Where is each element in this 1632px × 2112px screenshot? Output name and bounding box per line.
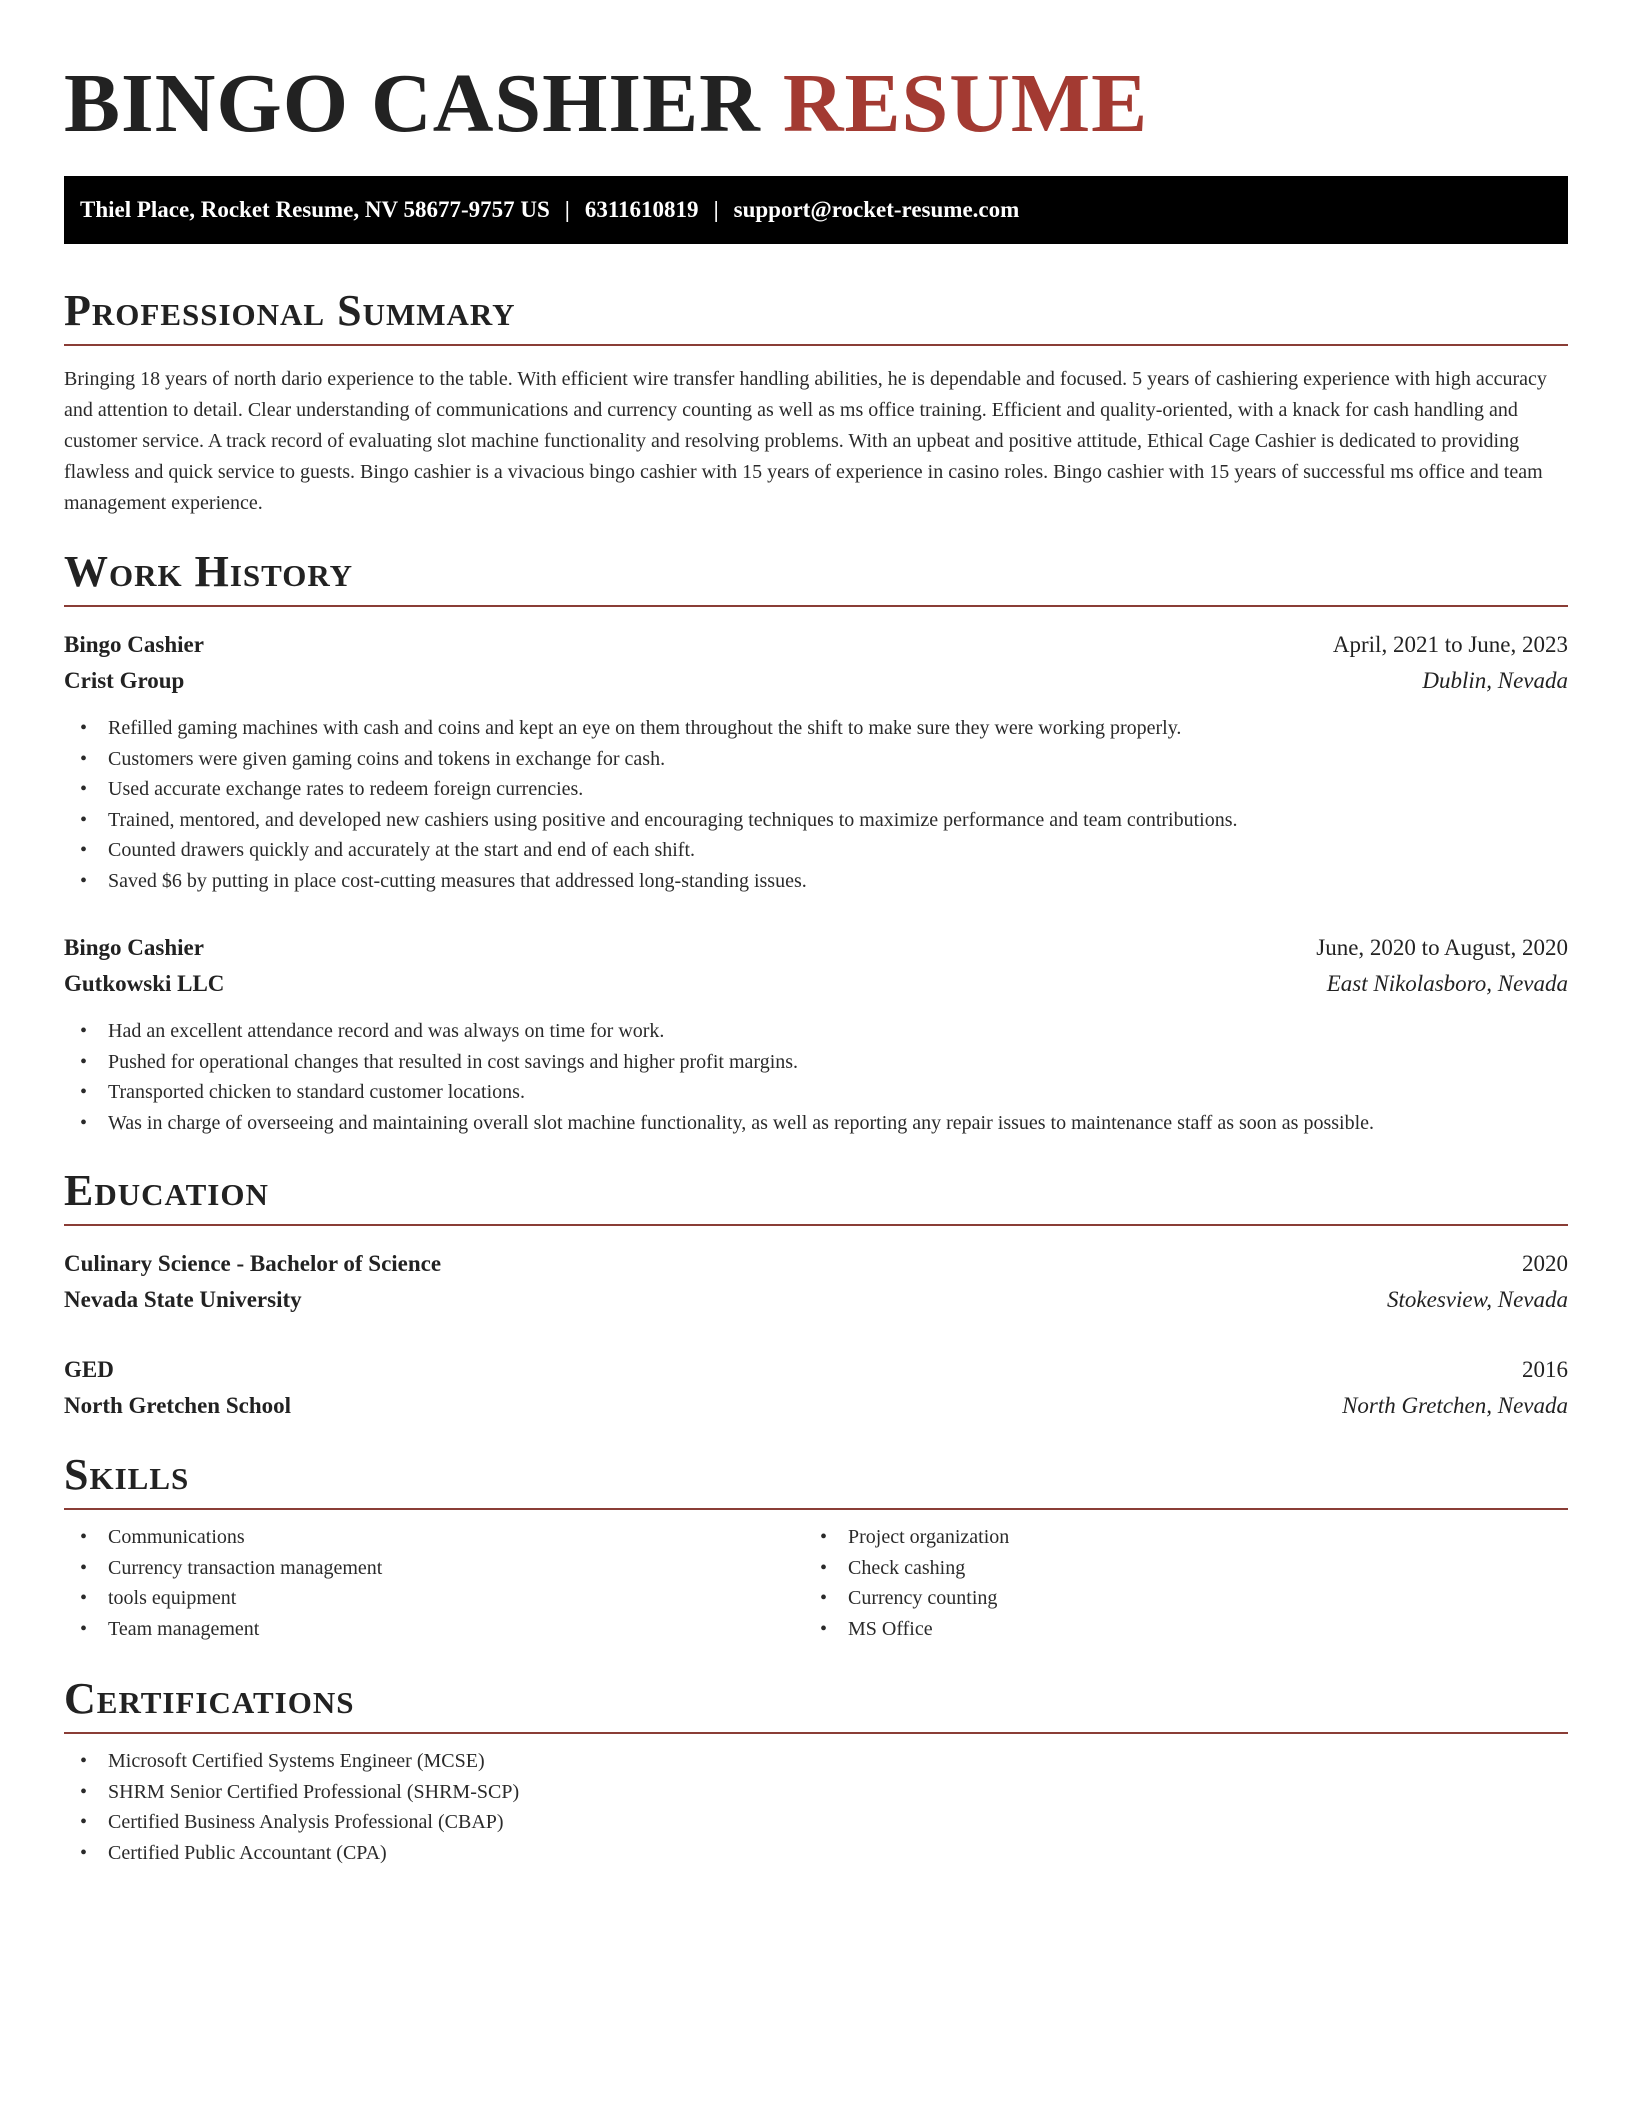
resume-title	[64, 0, 1568, 152]
list-item-text: Pushed for operational changes that resulted in cost savings and higher profit margins.	[108, 1050, 799, 1073]
job-dates: June, 2020 to August, 2020	[1316, 935, 1568, 960]
bullet-icon: •	[820, 1526, 828, 1548]
bullet-icon: •	[820, 1556, 828, 1579]
list-item	[64, 1553, 804, 1584]
section-title-skills: Skills	[64, 1450, 190, 1499]
list-item	[804, 1553, 1544, 1584]
list-item	[64, 1047, 1568, 1078]
bullet-icon: •	[80, 1020, 88, 1042]
certifications-list	[64, 1746, 1568, 1868]
bullet-icon: •	[80, 747, 88, 770]
list-item-text: Refilled gaming machines with cash and coins and kept an eye on them throughout the shift to make sure they were working properly.	[108, 717, 1182, 739]
certification-text: Certified Business Analysis Professional (CBAP)	[108, 1811, 504, 1833]
list-item	[64, 805, 1568, 836]
job-location: East Nikolasboro, Nevada	[1326, 971, 1568, 996]
skills-list-left	[64, 1522, 804, 1644]
skills-list-right	[804, 1522, 1544, 1644]
list-item	[64, 835, 1568, 866]
education-section	[64, 1166, 1568, 1424]
list-item	[64, 1522, 804, 1553]
list-item	[64, 744, 1568, 775]
resume-title-main: BINGO CASHIER	[64, 57, 761, 150]
contact-address: Thiel Place, Rocket Resume, NV 58677-9757 US	[80, 197, 550, 222]
list-item	[64, 774, 1568, 805]
professional-summary-section	[64, 286, 1568, 519]
certification-text: SHRM Senior Certified Professional (SHRM-SCP)	[108, 1780, 520, 1803]
list-item-text: Used accurate exchange rates to redeem foreign currencies.	[108, 778, 584, 800]
bullet-icon: •	[80, 1841, 88, 1864]
contact-separator: |	[564, 197, 570, 222]
list-item-text: Transported chicken to standard customer locations.	[108, 1081, 525, 1103]
list-item	[64, 1746, 1568, 1777]
job-title: Bingo Cashier	[64, 632, 204, 657]
summary-text: Bringing 18 years of north dario experience to the table. With efficient wire transfer handling abilities, he is dependable and focused. 5 years of cashiering experience with high accuracy and attention to detail. Clear understanding of communications and currency counting as well as ms office training. Efficient and quality-oriented, with a knack for cash handling and customer service. A track record of evaluating slot machine functionality and resolving problems. With an upbeat and positive attitude, Ethical Cage Cashier is dedicated to providing flawless and quick service to guests. Bingo cashier is a vivacious bingo cashier with 15 years of experience in casino roles. Bingo cashier with 15 years of successful ms office and team management experience.	[64, 368, 1547, 514]
job-dates: April, 2021 to June, 2023	[1332, 632, 1568, 657]
bullet-icon: •	[80, 1081, 88, 1103]
section-divider	[64, 1732, 1568, 1734]
skill-text: Currency counting	[848, 1587, 998, 1609]
skill-text: Team management	[108, 1617, 260, 1640]
job-title: Bingo Cashier	[64, 935, 204, 960]
section-divider	[64, 1224, 1568, 1226]
bullet-icon: •	[80, 1526, 88, 1548]
bullet-icon: •	[80, 839, 88, 861]
job-location: Dublin, Nevada	[1422, 668, 1568, 693]
work-history-section	[64, 547, 1568, 1138]
list-item	[64, 1807, 1568, 1838]
list-item	[64, 1016, 1568, 1047]
contact-phone: 6311610819	[584, 197, 699, 222]
job-entry	[64, 930, 1568, 1138]
skill-text: Project organization	[848, 1526, 1010, 1548]
education-degree: Culinary Science - Bachelor of Science	[64, 1251, 442, 1276]
job-company: Gutkowski LLC	[64, 971, 225, 996]
list-item-text: Counted drawers quickly and accurately at the start and end of each shift.	[108, 839, 696, 861]
bullet-icon: •	[80, 1111, 88, 1134]
resume-title-accent: RESUME	[782, 57, 1149, 150]
certifications-section	[64, 1674, 1568, 1868]
bullet-icon: •	[80, 869, 88, 892]
education-year: 2016	[1522, 1357, 1568, 1382]
list-item-text: Customers were given gaming coins and tokens in exchange for cash.	[108, 747, 666, 770]
list-item	[64, 1614, 804, 1645]
bullet-icon: •	[80, 1556, 88, 1579]
section-title-education: Education	[64, 1166, 269, 1215]
list-item	[804, 1522, 1544, 1553]
section-title-summary: Professional Summary	[64, 286, 516, 335]
contact-email: support@rocket-resume.com	[733, 197, 1020, 222]
section-title-work-history: Work History	[64, 547, 354, 596]
bullet-icon: •	[80, 778, 88, 800]
section-title-certifications: Certifications	[64, 1674, 355, 1723]
list-item	[64, 866, 1568, 897]
skills-section	[64, 1450, 1568, 1644]
section-divider	[64, 605, 1568, 607]
bullet-icon: •	[80, 808, 88, 831]
section-divider	[64, 344, 1568, 346]
list-item-text: Trained, mentored, and developed new cashiers using positive and encouraging techniques to maximize performance and team contributions.	[108, 808, 1238, 831]
bullet-icon: •	[820, 1617, 828, 1640]
skill-text: Communications	[108, 1526, 245, 1548]
section-divider	[64, 1508, 1568, 1510]
list-item	[64, 1077, 1568, 1108]
list-item	[64, 713, 1568, 744]
list-item	[64, 1583, 804, 1614]
bullet-icon: •	[80, 717, 88, 739]
bullet-icon: •	[80, 1780, 88, 1803]
list-item	[64, 1108, 1568, 1139]
skills-columns	[64, 1522, 1568, 1644]
certification-text: Certified Public Accountant (CPA)	[108, 1841, 387, 1864]
bullet-icon: •	[80, 1750, 88, 1772]
skill-text: Check cashing	[848, 1556, 966, 1579]
certification-text: Microsoft Certified Systems Engineer (MCSE)	[108, 1750, 485, 1772]
education-school: North Gretchen School	[64, 1393, 292, 1418]
list-item	[804, 1614, 1544, 1645]
education-location: Stokesview, Nevada	[1387, 1287, 1568, 1312]
list-item-text: Was in charge of overseeing and maintaining overall slot machine functionality, as well as reporting any repair issues to maintenance staff as soon as possible.	[108, 1111, 1374, 1134]
education-location: North Gretchen, Nevada	[1342, 1393, 1568, 1418]
skill-text: tools equipment	[108, 1587, 237, 1609]
list-item-text: Saved $6 by putting in place cost-cutting measures that addressed long-standing issues.	[108, 869, 807, 892]
bullet-icon: •	[80, 1587, 88, 1609]
list-item	[804, 1583, 1544, 1614]
education-school: Nevada State University	[64, 1287, 302, 1312]
job-company: Crist Group	[64, 668, 185, 693]
job-duties-list	[64, 1016, 1568, 1138]
contact-bar	[64, 176, 1568, 244]
list-item-text: Had an excellent attendance record and was always on time for work.	[108, 1020, 665, 1042]
bullet-icon: •	[820, 1587, 828, 1609]
list-item	[64, 1777, 1568, 1808]
list-item	[64, 1838, 1568, 1869]
education-degree: GED	[64, 1357, 114, 1382]
education-entry	[64, 1352, 1568, 1424]
education-year: 2020	[1522, 1251, 1568, 1276]
bullet-icon: •	[80, 1811, 88, 1833]
skill-text: Currency transaction management	[108, 1556, 383, 1579]
contact-separator: |	[713, 197, 719, 222]
job-duties-list	[64, 713, 1568, 896]
skill-text: MS Office	[848, 1617, 933, 1640]
bullet-icon: •	[80, 1050, 88, 1073]
bullet-icon: •	[80, 1617, 88, 1640]
education-entry	[64, 1246, 1568, 1318]
job-entry	[64, 627, 1568, 896]
